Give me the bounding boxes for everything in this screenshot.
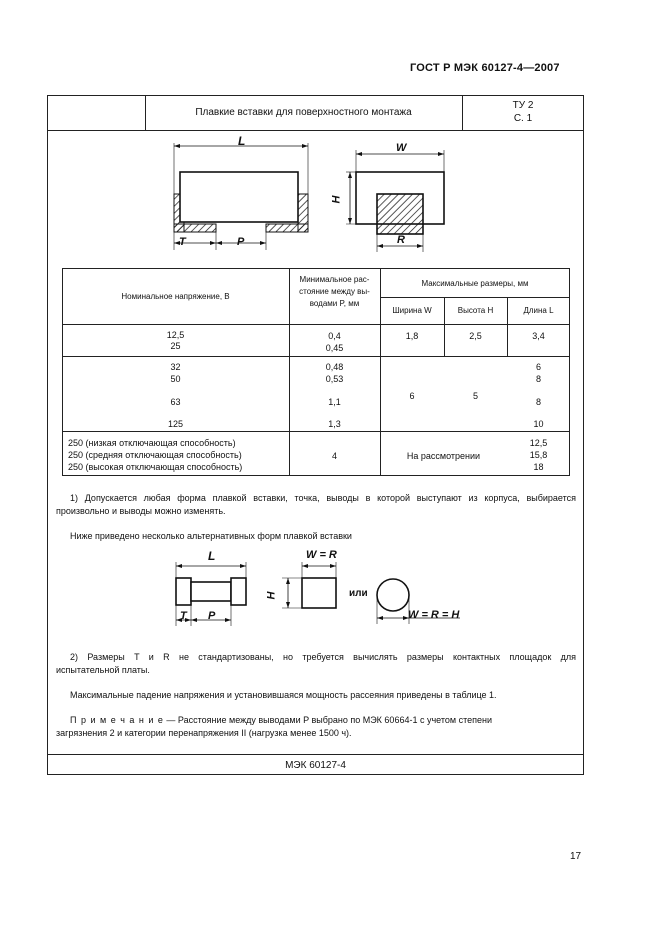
header-height: Высота H bbox=[457, 306, 494, 315]
footnote-1-line-2: произвольно и выводы можно изменять. bbox=[56, 506, 226, 516]
remark-label: П р и м е ч а н и е bbox=[70, 715, 164, 725]
header-distance-1: Минимальное рас- bbox=[299, 275, 370, 284]
header-distance-3: водами P, мм bbox=[309, 299, 360, 308]
header-width: Ширина W bbox=[392, 306, 432, 315]
remark-line-1 bbox=[70, 713, 576, 727]
label-w-r-h: W = R = H bbox=[408, 609, 460, 621]
header-voltage: Номинальное напряжение, В bbox=[121, 292, 230, 301]
footnote-2-line-1: 2) Размеры T и R не стандартизованы, но требуется вычислять размеры контактных площадок для bbox=[70, 652, 576, 662]
footer-standard: МЭК 60127-4 bbox=[285, 760, 346, 771]
length-cell: 15,8 bbox=[529, 450, 548, 460]
distance-cell: 0,45 bbox=[325, 343, 344, 353]
max-drop-paragraph: Максимальные падение напряжения и установившаяся мощность рассеяния приведены в таблице 1. bbox=[70, 690, 497, 700]
header-length: Длина L bbox=[523, 306, 554, 315]
length-cell: 18 bbox=[533, 462, 544, 472]
title-block-divider bbox=[47, 130, 584, 131]
voltage-cell: 32 bbox=[170, 362, 181, 372]
under-consideration-cell: На рассмотрении bbox=[406, 451, 481, 461]
header-max-dimensions: Максимальные размеры, мм bbox=[421, 279, 529, 288]
or-label: или bbox=[349, 588, 368, 599]
alt-dim-label-p: P bbox=[208, 610, 216, 622]
length-cell: 6 bbox=[535, 362, 541, 372]
length-cell: 3,4 bbox=[532, 331, 545, 341]
height-cell: 2,5 bbox=[469, 331, 482, 341]
dim-label-l: L bbox=[238, 134, 246, 148]
dim-label-t: T bbox=[179, 236, 186, 248]
distance-cell: 0,53 bbox=[325, 374, 344, 384]
voltage-cell: 25 bbox=[170, 341, 181, 351]
width-cell: 6 bbox=[409, 391, 415, 401]
voltage-cell: 12,5 bbox=[166, 330, 185, 340]
alt-dim-label-h: H bbox=[265, 591, 278, 600]
end-view bbox=[346, 150, 444, 252]
side-view bbox=[174, 143, 308, 250]
alt-dim-label-t: T bbox=[180, 610, 187, 622]
distance-cell: 1,1 bbox=[328, 397, 341, 407]
length-cell: 8 bbox=[535, 374, 541, 384]
height-cell: 5 bbox=[472, 391, 478, 401]
width-cell: 1,8 bbox=[405, 331, 419, 341]
footer-divider bbox=[47, 754, 584, 755]
distance-cell: 4 bbox=[331, 451, 337, 461]
sheet-type: ТУ 2 bbox=[512, 100, 534, 111]
footnote-2-line-2: испытательной платы. bbox=[56, 665, 150, 675]
dimensions-table bbox=[62, 268, 570, 476]
voltage-cell: 63 bbox=[170, 397, 181, 407]
dim-label-w: W bbox=[396, 142, 407, 154]
remark-text: — Расстояние между выводами P выбрано по МЭК 60664-1 с учетом степени bbox=[166, 715, 492, 725]
distance-cell: 0,48 bbox=[325, 362, 344, 372]
alt-dim-label-l: L bbox=[208, 549, 216, 563]
alt-forms-intro: Ниже приведено несколько альтернативных форм плавкой вставки bbox=[70, 531, 352, 541]
length-cell: 8 bbox=[535, 397, 541, 407]
voltage-cell: 250 (высокая отключающая способность) bbox=[68, 462, 243, 472]
page-number: 17 bbox=[570, 851, 582, 862]
document-code: ГОСТ Р МЭК 60127-4—2007 bbox=[410, 62, 560, 74]
section-title: Плавкие вставки для поверхностного монтажа bbox=[195, 107, 412, 118]
voltage-cell: 50 bbox=[170, 374, 181, 384]
length-cell: 10 bbox=[533, 419, 544, 429]
length-cell: 12,5 bbox=[529, 438, 548, 448]
label-w-equals-r: W = R bbox=[306, 549, 337, 561]
footnote-1-line-1: 1) Допускается любая форма плавкой вставки, точка, выводы в которой выступают из корпуса, выбирается bbox=[70, 493, 576, 503]
dim-label-r: R bbox=[397, 234, 405, 246]
voltage-cell: 250 (низкая отключающая способность) bbox=[68, 438, 236, 448]
distance-cell: 1,3 bbox=[328, 419, 341, 429]
voltage-cell: 250 (средняя отключающая способность) bbox=[68, 450, 242, 460]
dim-label-p: P bbox=[237, 236, 245, 248]
sheet-page: С. 1 bbox=[513, 113, 533, 124]
remark-line-2: загрязнения 2 и категории перенапряжения II (нагрузка менее 1500 ч). bbox=[56, 728, 352, 738]
header-distance-2: стояние между вы- bbox=[299, 287, 370, 296]
dim-label-h: H bbox=[330, 195, 343, 204]
fuse-outline-drawing bbox=[150, 134, 460, 258]
square-end-view bbox=[282, 562, 336, 608]
voltage-cell: 125 bbox=[167, 419, 184, 429]
distance-cell: 0,4 bbox=[328, 331, 341, 341]
